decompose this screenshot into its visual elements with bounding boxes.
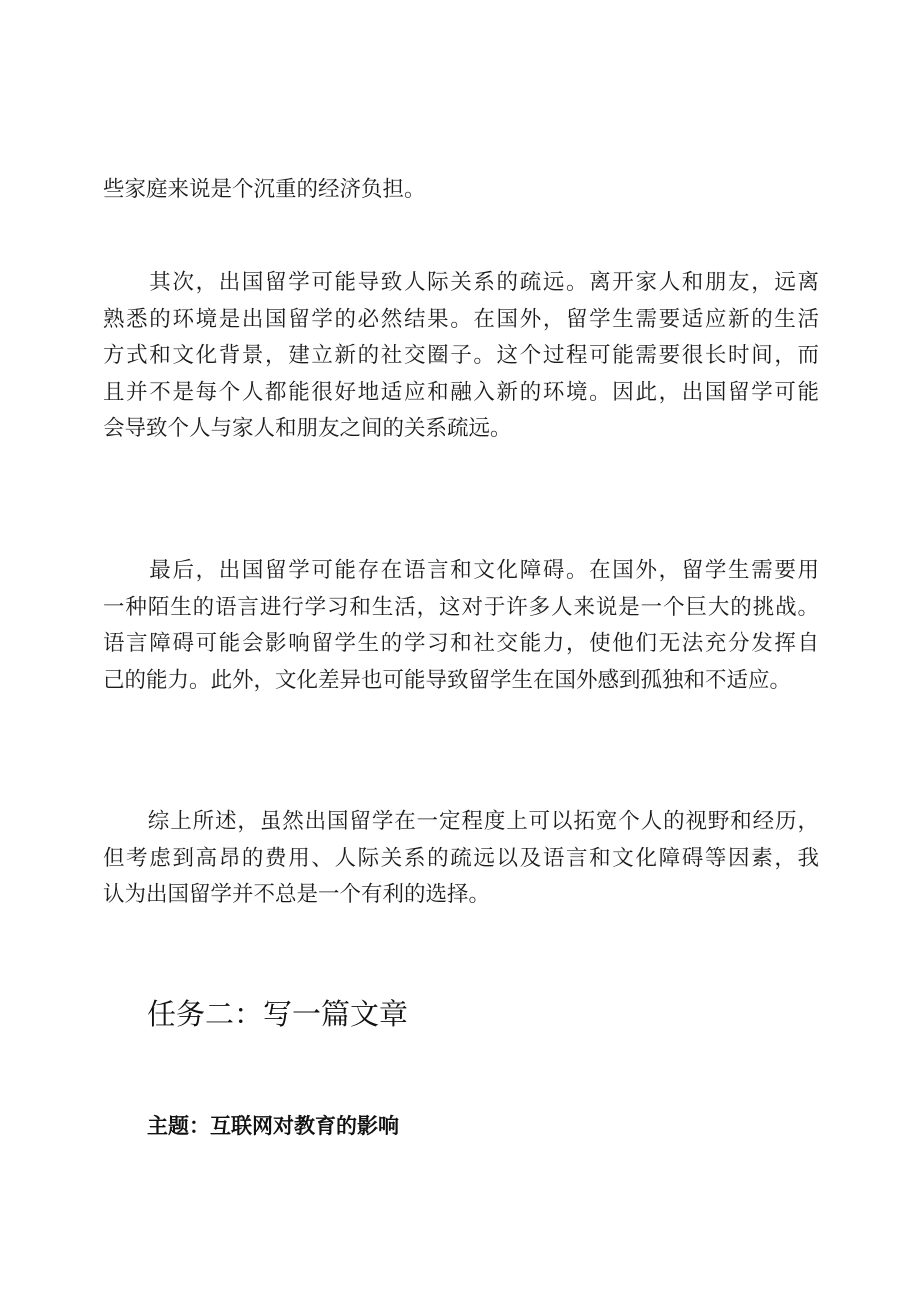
paragraph-language-barrier [103, 553, 819, 699]
text-line: 一种陌生的语言进行学习和生活，这对于许多人来说是一个巨大的挑战。 [103, 594, 819, 620]
text-line: 最后，出国留学可能存在语言和文化障碍。在国外，留学生需要用 [103, 558, 819, 583]
paragraph-interpersonal [103, 265, 819, 448]
topic-line: 主题：互联网对教育的影响 [147, 1114, 399, 1138]
paragraph-continuation [103, 172, 819, 209]
text-line: 但考虑到高昂的费用、人际关系的疏远以及语言和文化障碍等因素，我 [103, 845, 819, 871]
task-heading: 任务二：写一篇文章 [147, 997, 409, 1031]
text-line: 会导致个人与家人和朋友之间的关系疏远。 [103, 416, 512, 442]
text-line: 些家庭来说是个沉重的经济负担。 [103, 177, 426, 202]
text-line: 方式和文化背景，建立新的社交圈子。这个过程可能需要很长时间，而 [103, 343, 819, 369]
text-line: 己的能力。此外，文化差异也可能导致留学生在国外感到孤独和不适应。 [103, 667, 792, 693]
text-line: 熟悉的环境是出国留学的必然结果。在国外，留学生需要适应新的生活 [103, 306, 819, 332]
text-line: 语言障碍可能会影响留学生的学习和社交能力，使他们无法充分发挥自 [103, 631, 819, 657]
text-line: 综上所述，虽然出国留学在一定程度上可以拓宽个人的视野和经历， [103, 809, 819, 834]
text-line: 认为出国留学并不总是一个有利的选择。 [103, 882, 491, 908]
text-line: 且并不是每个人都能很好地适应和融入新的环境。因此，出国留学可能 [103, 379, 819, 405]
text-line: 其次，出国留学可能导致人际关系的疏远。离开家人和朋友，远离 [103, 270, 819, 295]
paragraph-conclusion [103, 804, 819, 914]
